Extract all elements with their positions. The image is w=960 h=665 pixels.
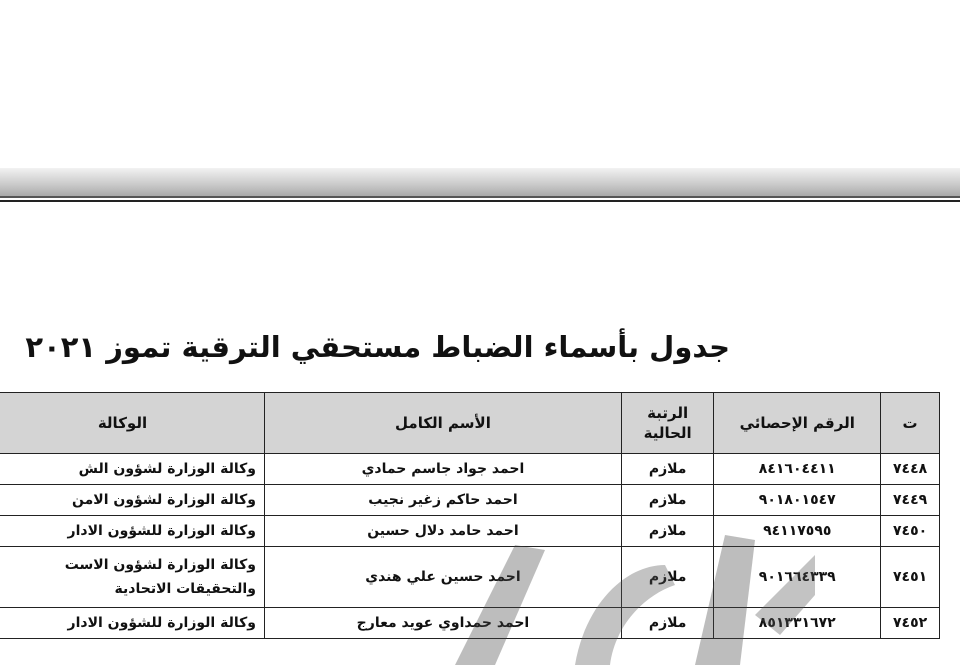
header-agency: الوكالة — [0, 393, 264, 454]
table-row — [0, 454, 940, 485]
cell-agency: وكالة الوزارة لشؤون الاست والتحقيقات الاتحادية — [0, 547, 264, 608]
table-row — [0, 547, 940, 608]
cell-stat-no: ٩٠١٨٠١٥٤٧ — [714, 485, 881, 516]
cell-name: احمد حمداوي عويد معارج — [264, 608, 621, 639]
cell-seq: ٧٤٤٩ — [881, 485, 940, 516]
table-row — [0, 485, 940, 516]
cell-name: احمد حامد دلال حسين — [264, 516, 621, 547]
header-divider — [0, 200, 960, 202]
cell-seq: ٧٤٤٨ — [881, 454, 940, 485]
cell-agency: وكالة الوزارة لشؤون الامن — [0, 485, 264, 516]
cell-seq: ٧٤٥١ — [881, 547, 940, 608]
cell-seq: ٧٤٥٢ — [881, 608, 940, 639]
blank-area — [0, 0, 960, 168]
cell-name: احمد جواد جاسم حمادي — [264, 454, 621, 485]
cell-stat-no: ٩٠١٦٦٤٣٣٩ — [714, 547, 881, 608]
header-stat-no: الرقم الإحصائي — [714, 393, 881, 454]
cell-rank: ملازم — [621, 485, 713, 516]
table-row — [0, 608, 940, 639]
table-header-row — [0, 393, 940, 454]
cell-stat-no: ٨٤١٦٠٤٤١١ — [714, 454, 881, 485]
officers-table — [0, 392, 940, 639]
cell-agency: وكالة الوزارة للشؤون الادار — [0, 516, 264, 547]
cell-stat-no: ٩٤١١٧٥٩٥ — [714, 516, 881, 547]
cell-seq: ٧٤٥٠ — [881, 516, 940, 547]
table-row — [0, 516, 940, 547]
header-rank-label: الرتبة الحالية — [643, 404, 692, 442]
header-rank — [621, 393, 713, 454]
header-seq: ت — [881, 393, 940, 454]
cell-name: احمد حسين علي هندي — [264, 547, 621, 608]
header-name: الأسم الكامل — [264, 393, 621, 454]
cell-rank: ملازم — [621, 454, 713, 485]
cell-stat-no: ٨٥١٣٣١٦٧٢ — [714, 608, 881, 639]
cell-agency: وكالة الوزارة للشؤون الادار — [0, 608, 264, 639]
cell-rank: ملازم — [621, 608, 713, 639]
cell-agency: وكالة الوزارة لشؤون الش — [0, 454, 264, 485]
cell-name: احمد حاكم زغير نجيب — [264, 485, 621, 516]
cell-rank: ملازم — [621, 516, 713, 547]
scan-header-band — [0, 168, 960, 198]
document-title: جدول بأسماء الضباط مستحقي الترقية تموز ٢٠٢١ — [25, 330, 730, 364]
cell-rank: ملازم — [621, 547, 713, 608]
